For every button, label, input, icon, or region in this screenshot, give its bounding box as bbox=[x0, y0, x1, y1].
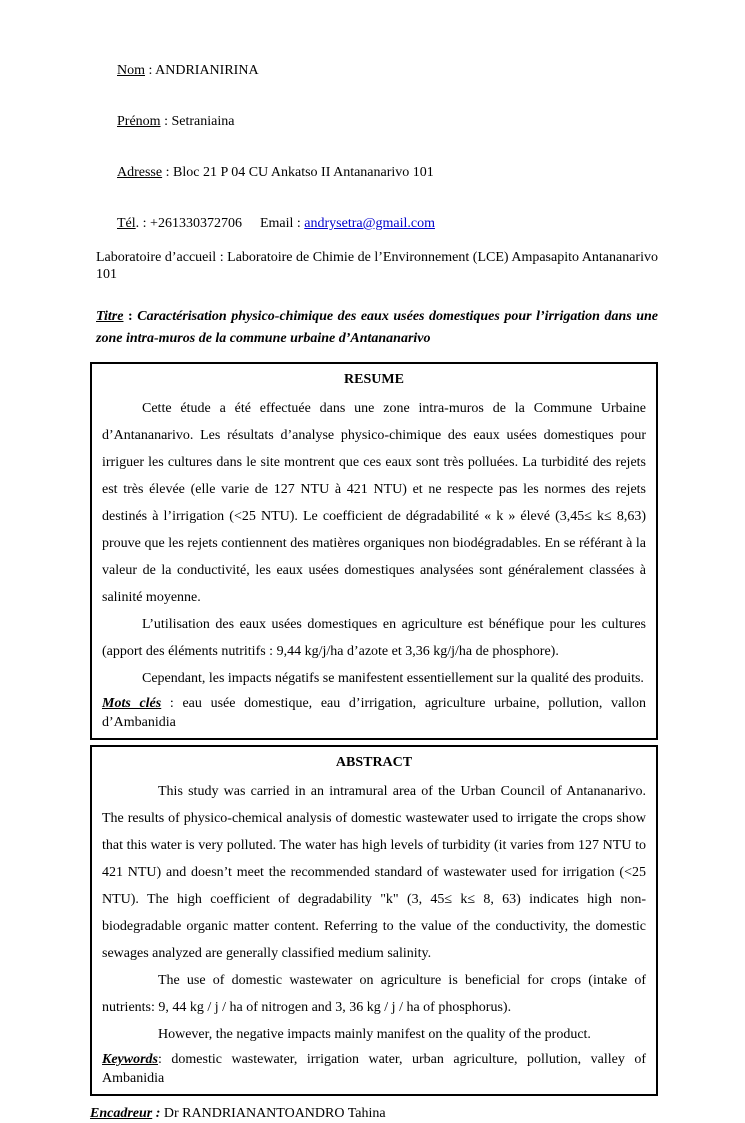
abstract-box bbox=[90, 745, 658, 1096]
abstract-paragraph-3: However, the negative impacts mainly manifest on the quality of the product. bbox=[158, 1027, 591, 1042]
phone-label: Tél bbox=[117, 216, 136, 231]
resume-heading: RESUME bbox=[344, 372, 404, 387]
firstname-label: Prénom bbox=[117, 114, 161, 129]
resume-keywords-separator: : bbox=[161, 696, 183, 711]
author-info-block bbox=[96, 45, 658, 283]
title-label: Titre bbox=[96, 309, 124, 324]
name-value: : ANDRIANIRINA bbox=[145, 63, 259, 78]
address-value: : Bloc 21 P 04 CU Ankatso II Antananarivo 101 bbox=[162, 165, 434, 180]
abstract-keywords-text: domestic wastewater, irrigation water, urban agriculture, pollution, valley of Ambanidia bbox=[102, 1052, 647, 1086]
resume-paragraph-3: Cependant, les impacts négatifs se manifestent essentiellement sur la qualité des produits. bbox=[142, 671, 644, 686]
supervisor-label: Encadreur bbox=[90, 1106, 153, 1121]
email-label: Email : bbox=[259, 216, 305, 231]
title-separator: : bbox=[123, 309, 138, 324]
resume-keywords-line bbox=[102, 694, 646, 732]
resume-box bbox=[90, 362, 658, 740]
phone-value: . : +261330372706 bbox=[135, 216, 242, 231]
address-label: Adresse bbox=[117, 165, 163, 180]
name-label: Nom bbox=[117, 63, 145, 78]
address-line bbox=[96, 147, 658, 198]
supervisor-name: Dr RANDRIANANTOANDRO Tahina bbox=[163, 1106, 386, 1121]
supervisor-separator: : bbox=[152, 1106, 164, 1121]
abstract-keywords-line bbox=[102, 1050, 646, 1088]
abstract-keywords-separator: : bbox=[158, 1052, 172, 1067]
firstname-value: : Setraniaina bbox=[160, 114, 235, 129]
thesis-title bbox=[96, 306, 658, 350]
resume-keywords-label: Mots clés bbox=[102, 696, 162, 711]
abstract-paragraph-2: The use of domestic wastewater on agriculture is beneficial for crops (intake of nutrients: 9, 44 kg / j / ha of nitrogen and 3, 36 kg / j / ha of phosphorus). bbox=[102, 973, 646, 1015]
resume-keywords-text: eau usée domestique, eau d’irrigation, agriculture urbaine, pollution, vallon d’Ambanidia bbox=[102, 696, 647, 730]
resume-paragraph-1: Cette étude a été effectuée dans une zone intra-muros de la Commune Urbaine d’Antananarivo. Les résultats d’analyse physico-chimique des eaux usées domestiques pour irriguer les cultures dans le site montrent que ces eaux sont très polluées. La turbidité des rejets est très élevée (elle varie de 127 NTU à 421 NTU) et ne respecte pas les normes des rejets destinés à l’irrigation (<25 NTU). Le coefficient de dégradabilité « k » élevé (3,45≤ k≤ 8,63) prouve que les rejets contiennent des matières organiques non biodégradables. En se référant à la valeur de la conductivité, les eaux usées domestiques analysées sont généralement classées à salinité moyenne. bbox=[102, 401, 646, 605]
resume-paragraph-2: L’utilisation des eaux usées domestiques en agriculture est bénéfique pour les cultures (apport des éléments nutritifs : 9,44 kg/j/ha d’azote et 3,36 kg/j/ha de phosphore). bbox=[102, 617, 646, 659]
supervisor-line bbox=[90, 1105, 658, 1123]
email-link[interactable]: andrysetra@gmail.com bbox=[304, 216, 435, 231]
abstract-keywords-label: Keywords bbox=[102, 1052, 158, 1067]
abstract-heading: ABSTRACT bbox=[335, 755, 413, 770]
abstract-paragraph-1: This study was carried in an intramural area of the Urban Council of Antananarivo. The results of physico-chemical analysis of domestic wastewater used to irrigate the crops show that this water is very polluted. The water has high levels of turbidity (it varies from 127 NTU to 421 NTU) and doesn’t meet the recommended standard of wastewater used for irrigation (<25 NTU). The high coefficient of degradability "k" (3, 45≤ k≤ 8, 63) indicates high non-biodegradable organic matter content. Referring to the value of the conductivity, the domestic sewages analyzed are generally classified medium salinity. bbox=[102, 784, 646, 961]
title-text: Caractérisation physico-chimique des eaux usées domestiques pour l’irrigation dans une zone intra-muros de la commune urbaine d’Antananarivo bbox=[96, 309, 659, 346]
phone-email-line bbox=[96, 198, 658, 249]
firstname-line bbox=[96, 96, 658, 147]
name-line bbox=[96, 45, 658, 96]
laboratory-line: Laboratoire d’accueil : Laboratoire de Chimie de l’Environnement (LCE) Ampasapito Antananarivo 101 bbox=[96, 250, 658, 282]
